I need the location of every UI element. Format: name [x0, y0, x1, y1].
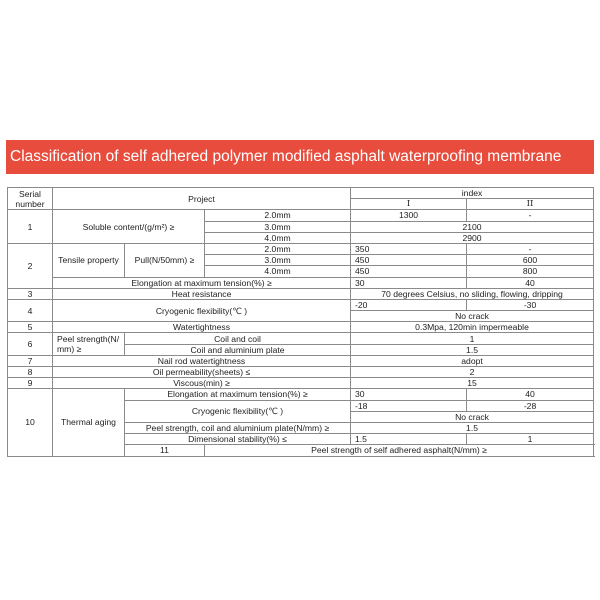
value-cell: 15	[351, 378, 594, 389]
serial-cell: 4	[8, 299, 53, 321]
thickness-cell: 3.0mm	[205, 221, 351, 232]
value-cell: 2100	[351, 221, 594, 232]
value-cell: 800	[467, 266, 594, 277]
serial-cell: 2	[8, 243, 53, 288]
item-cell: Nail rod watertightness	[53, 355, 351, 366]
spec-table	[7, 187, 594, 457]
value-cell: 40	[467, 277, 594, 288]
value-cell: 70 degrees Celsius, no sliding, flowing, dripping	[351, 288, 594, 299]
table-row	[8, 355, 594, 366]
table-row	[8, 210, 594, 221]
value-cell: 1300	[351, 210, 467, 221]
serial-cell: 6	[8, 333, 53, 355]
type-2-header: II	[467, 199, 594, 210]
table-row	[8, 367, 594, 378]
value-cell: 1.5	[351, 344, 594, 355]
sub-item-cell: Elongation at maximum tension(%) ≥	[53, 277, 351, 288]
serial-cell: 7	[8, 355, 53, 366]
table-row	[8, 299, 594, 310]
value-cell: -20	[351, 299, 467, 310]
sub-item-cell: Dimensional stability(%) ≤	[125, 434, 351, 445]
value-cell: -	[467, 243, 594, 254]
table-row	[8, 288, 594, 299]
value-cell: 1.5	[351, 434, 467, 445]
item-cell: Tensile property	[53, 243, 125, 277]
index-header: index	[351, 188, 594, 199]
serial-cell: 10	[8, 389, 53, 456]
value-cell: 30	[351, 277, 467, 288]
value-cell: -18	[351, 400, 467, 411]
serial-cell: 8	[8, 367, 53, 378]
table-row	[8, 333, 594, 344]
sub-item-cell: Cryogenic flexibility(℃ )	[125, 400, 351, 422]
item-cell: Cryogenic flexibility(℃ )	[53, 299, 351, 321]
thickness-cell: 2.0mm	[205, 210, 351, 221]
serial-cell: 9	[8, 378, 53, 389]
type-1-header: I	[351, 199, 467, 210]
sub-item-cell: Coil and aluminium plate	[125, 344, 351, 355]
item-cell: Thermal aging	[53, 389, 125, 456]
item-cell: Watertightness	[53, 322, 351, 333]
table-row	[8, 277, 594, 288]
table-row	[8, 378, 594, 389]
value-cell: 450	[351, 255, 467, 266]
item-cell: Viscous(min) ≥	[53, 378, 351, 389]
value-cell: -28	[467, 400, 594, 411]
item-cell: Soluble content/(g/m²) ≥	[53, 210, 205, 244]
value-cell: 350	[351, 243, 467, 254]
serial-cell: 11	[125, 445, 205, 456]
sub-item-cell: Elongation at maximum tension(%) ≥	[125, 389, 351, 400]
value-cell: No crack	[351, 311, 594, 322]
value-cell: -30	[467, 299, 594, 310]
thickness-cell: 4.0mm	[205, 266, 351, 277]
item-cell: Oil permeability(sheets) ≤	[53, 367, 351, 378]
thickness-cell: 3.0mm	[205, 255, 351, 266]
value-cell: 1	[467, 434, 594, 445]
project-header: Project	[53, 188, 351, 210]
value-cell: No crack	[351, 411, 594, 422]
value-cell: 450	[351, 266, 467, 277]
table-row	[8, 322, 594, 333]
table-row	[8, 389, 594, 400]
thickness-cell: 2.0mm	[205, 243, 351, 254]
value-cell: 2	[351, 367, 594, 378]
serial-cell: 1	[8, 210, 53, 244]
value-cell: 600	[467, 255, 594, 266]
serial-cell: 5	[8, 322, 53, 333]
value-cell: -	[467, 210, 594, 221]
value-cell: 0.3Mpa, 120min impermeable	[351, 322, 594, 333]
sub-item-cell: Pull(N/50mm) ≥	[125, 243, 205, 277]
sub-item-cell: Peel strength, coil and aluminium plate(N/mm) ≥	[125, 422, 351, 433]
value-cell: 1.5	[351, 422, 594, 433]
item-cell: Peel strength(N/ mm) ≥	[53, 333, 125, 355]
value-cell: 1	[351, 333, 594, 344]
table-row	[8, 243, 594, 254]
thickness-cell: 4.0mm	[205, 232, 351, 243]
header-row	[8, 188, 594, 199]
serial-header: Serial number	[8, 188, 53, 210]
page-title: Classification of self adhered polymer modified asphalt waterproofing membrane	[6, 140, 594, 174]
value-cell: adopt	[351, 355, 594, 366]
value-cell: 2900	[351, 232, 594, 243]
item-cell: Heat resistance	[53, 288, 351, 299]
value-cell: 30	[351, 389, 467, 400]
item-cell: Peel strength of self adhered asphalt(N/mm) ≥	[205, 445, 594, 456]
sub-item-cell: Coil and coil	[125, 333, 351, 344]
value-cell: 40	[467, 389, 594, 400]
serial-cell: 3	[8, 288, 53, 299]
